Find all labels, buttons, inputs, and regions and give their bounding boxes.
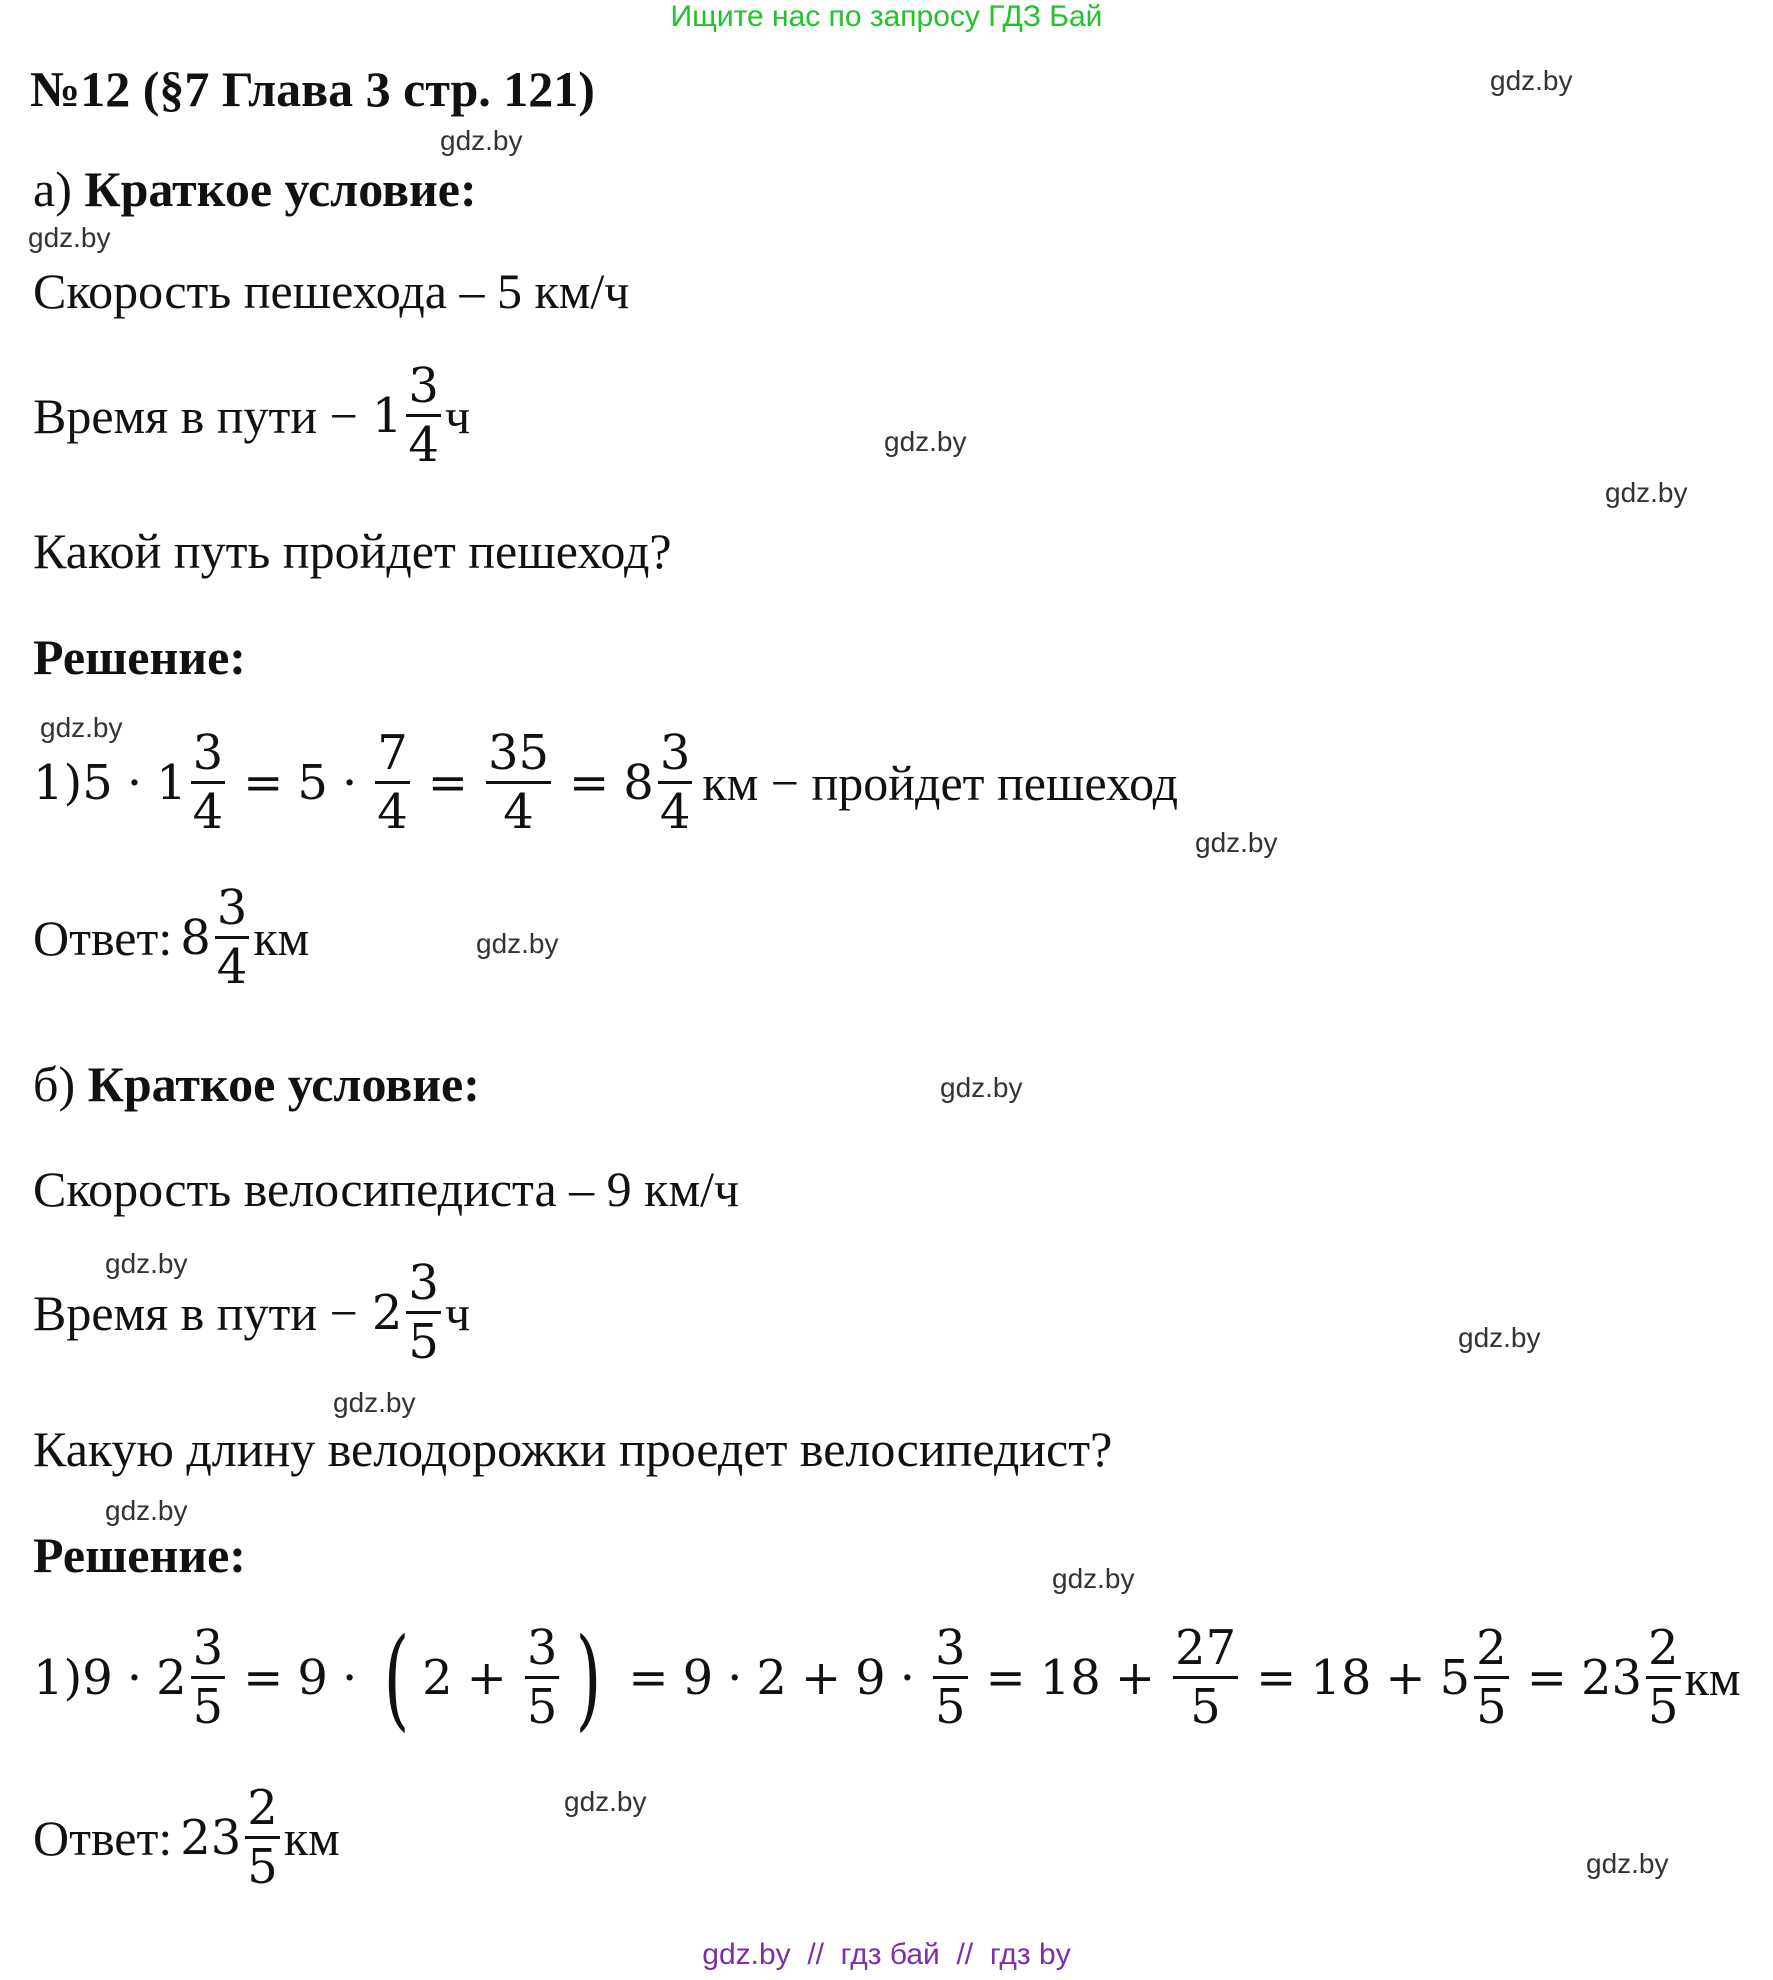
part-a-answer — [33, 880, 309, 995]
fraction-numerator: 3 — [408, 1255, 439, 1311]
top-banner[interactable]: Ищите нас по запросу ГДЗ Бай — [670, 0, 1103, 33]
part-a-time-fraction — [406, 358, 441, 473]
right-paren: ) — [576, 1613, 602, 1742]
watermark: gdz.by — [1490, 65, 1573, 96]
math-term: 5 — [82, 754, 113, 811]
answer-label: Ответ: — [33, 1809, 173, 1866]
math-operator: · — [899, 1649, 915, 1706]
fraction-denominator: 5 — [1190, 1679, 1221, 1735]
step-number: 1) — [33, 1649, 83, 1706]
fraction-denominator: 5 — [934, 1679, 966, 1735]
math-term: 9 — [855, 1649, 886, 1706]
part-b-time-unit: ч — [444, 1284, 471, 1341]
watermark: gdz.by — [28, 222, 111, 253]
fraction-numerator: 7 — [377, 725, 408, 781]
math-operator: = — [243, 1649, 284, 1706]
math-operator: = — [985, 1649, 1026, 1706]
fraction-numerator: 27 — [1175, 1620, 1237, 1676]
math-operator: + — [800, 1649, 842, 1706]
math-operator: = — [1256, 1649, 1297, 1706]
part-b-speed: Скорость велосипедиста – 9 км/ч — [33, 1161, 740, 1217]
fraction-numerator: 2 — [247, 1780, 278, 1836]
fraction-numerator: 3 — [526, 1620, 558, 1676]
answer-label: Ответ: — [33, 909, 173, 966]
math-operator: + — [466, 1649, 507, 1706]
part-b-prefix: б) — [33, 1056, 76, 1112]
math-fraction — [933, 1620, 968, 1735]
math-term: 2 — [422, 1649, 453, 1706]
page-title: №12 (§7 Глава 3 стр. 121) — [30, 61, 595, 117]
watermark: gdz.by — [105, 1248, 188, 1279]
fraction-numerator: 2 — [1648, 1620, 1679, 1676]
math-fraction — [1173, 1620, 1238, 1735]
part-a-time-whole: 1 — [371, 387, 403, 444]
fraction-denominator: 4 — [216, 939, 248, 995]
math-operator: = — [427, 754, 468, 811]
part-a-heading — [33, 160, 477, 218]
math-term: 2 — [156, 1649, 187, 1706]
fraction-denominator: 5 — [1648, 1679, 1679, 1735]
part-b-time-whole: 2 — [371, 1284, 403, 1341]
fraction-denominator: 5 — [247, 1839, 278, 1895]
part-b-answer — [33, 1780, 340, 1895]
part-a-heading-text: Краткое условие: — [84, 161, 477, 217]
fraction-numerator: 3 — [934, 1620, 966, 1676]
fraction-denominator: 4 — [503, 784, 534, 840]
math-fraction — [658, 725, 693, 840]
math-operator: = — [1526, 1649, 1567, 1706]
math-operator: + — [1385, 1649, 1426, 1706]
part-a-solution-heading: Решение: — [33, 629, 246, 685]
math-fraction — [191, 725, 226, 840]
math-operator: = — [243, 754, 284, 811]
math-term: 18 — [1039, 1649, 1101, 1706]
fraction-numerator: 2 — [1476, 1620, 1507, 1676]
math-term: 1 — [156, 754, 187, 811]
fraction-denominator: 5 — [192, 1679, 224, 1735]
math-operator: · — [341, 754, 358, 811]
part-a-time-unit: ч — [444, 387, 471, 444]
math-operator: = — [569, 754, 610, 811]
part-b-time — [33, 1255, 470, 1370]
watermark: gdz.by — [1052, 1563, 1135, 1594]
math-term: 23 — [1580, 1649, 1643, 1706]
fraction-numerator: 3 — [192, 1620, 224, 1676]
fraction-numerator: 3 — [408, 358, 439, 414]
solution-unit: км — [1684, 1649, 1741, 1706]
math-fraction — [1646, 1620, 1681, 1735]
answer-fraction — [215, 880, 250, 995]
fraction-denominator: 5 — [408, 1314, 439, 1370]
math-term: 9 — [682, 1649, 714, 1706]
answer-fraction — [245, 1780, 280, 1895]
math-operator: · — [126, 754, 143, 811]
math-term: 18 — [1310, 1649, 1372, 1706]
part-a-time — [33, 358, 470, 473]
fraction-numerator: 3 — [659, 725, 691, 781]
watermark: gdz.by — [105, 1495, 188, 1526]
fraction-denominator: 4 — [408, 417, 439, 473]
watermark: gdz.by — [1605, 477, 1688, 508]
fraction-denominator: 4 — [659, 784, 691, 840]
part-b-question: Какую длину велодорожки проедет велосипедист? — [33, 1421, 1113, 1477]
fraction-numerator: 3 — [192, 725, 224, 781]
math-term: 2 — [756, 1649, 787, 1706]
math-term: 9 — [297, 1649, 328, 1706]
fraction-denominator: 4 — [192, 784, 224, 840]
watermark: gdz.by — [333, 1387, 416, 1418]
math-operator: + — [1114, 1649, 1156, 1706]
part-a-prefix: а) — [33, 161, 72, 217]
fraction-numerator: 3 — [216, 880, 248, 936]
part-b-heading-text: Краткое условие: — [87, 1056, 480, 1112]
fraction-numerator: 35 — [487, 725, 550, 781]
part-a-time-label: Время в пути − — [33, 387, 358, 444]
part-b-solution-line — [33, 1613, 1741, 1742]
part-b-solution-heading: Решение: — [33, 1527, 246, 1583]
left-paren: ( — [383, 1613, 410, 1742]
answer-whole: 23 — [180, 1809, 242, 1866]
answer-unit: км — [253, 909, 310, 966]
watermark: gdz.by — [476, 928, 559, 959]
watermark: gdz.by — [1195, 827, 1278, 858]
math-term: 5 — [1439, 1649, 1471, 1706]
part-b-time-fraction — [406, 1255, 441, 1370]
fraction-denominator: 5 — [1476, 1679, 1507, 1735]
watermark: gdz.by — [40, 712, 123, 743]
part-a-speed: Скорость пешехода – 5 км/ч — [33, 263, 630, 319]
step-number: 1) — [33, 754, 83, 811]
part-b-heading — [33, 1055, 480, 1113]
part-b-time-label: Время в пути − — [33, 1284, 358, 1341]
part-a-solution-line — [33, 725, 1178, 840]
math-fraction — [375, 725, 410, 840]
math-term: 8 — [623, 754, 654, 811]
math-fraction — [191, 1620, 226, 1735]
math-operator: · — [126, 1649, 143, 1706]
math-operator: = — [628, 1649, 669, 1706]
math-fraction — [1474, 1620, 1509, 1735]
solution-tail: км − пройдет пешеход — [702, 754, 1179, 811]
watermark: gdz.by — [1458, 1322, 1541, 1353]
watermark: gdz.by — [564, 1786, 647, 1817]
watermark: gdz.by — [440, 125, 523, 156]
math-term: 9 — [82, 1649, 113, 1706]
math-operator: · — [341, 1649, 358, 1706]
part-a-question: Какой путь пройдет пешеход? — [33, 523, 672, 579]
math-operator: · — [727, 1649, 743, 1706]
footer-links[interactable]: gdz.by // гдз бай // гдз by — [702, 1938, 1071, 1971]
answer-unit: км — [283, 1809, 340, 1866]
fraction-denominator: 5 — [526, 1679, 558, 1735]
math-fraction — [486, 725, 551, 840]
fraction-denominator: 4 — [377, 784, 408, 840]
watermark: gdz.by — [884, 426, 967, 457]
answer-whole: 8 — [180, 909, 211, 966]
math-fraction — [525, 1620, 560, 1735]
watermark: gdz.by — [1586, 1848, 1669, 1879]
math-term: 5 — [297, 754, 328, 811]
watermark: gdz.by — [940, 1072, 1023, 1103]
